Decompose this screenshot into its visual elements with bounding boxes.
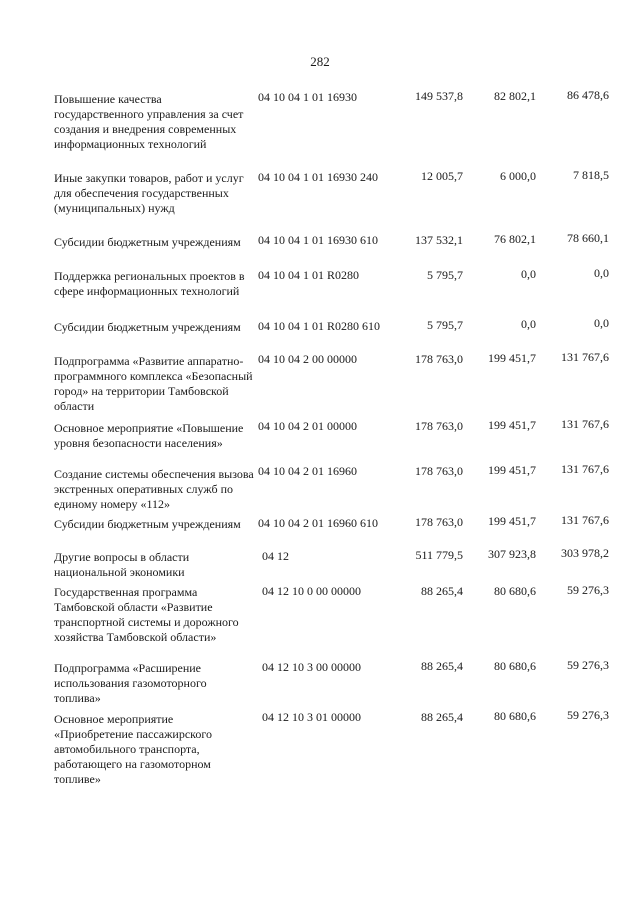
row-value-1: 88 265,4 (421, 584, 463, 598)
row-code: 04 12 10 3 00 00000 (262, 660, 361, 674)
row-value-1: 88 265,4 (421, 659, 463, 673)
row-value-2: 76 802,1 (494, 232, 536, 246)
row-name: Подпрограмма «Развитие аппаратно-программного комплекса «Безопасный город» на территории Тамбовской области (54, 354, 253, 413)
row-name: Субсидии бюджетным учреждениям (54, 517, 241, 531)
row-value-3: 59 276,3 (567, 658, 609, 672)
row-name: Государственная программа Тамбовской области «Развитие транспортной системы и дорожного хозяйства Тамбовской области» (54, 585, 239, 644)
row-value-1: 137 532,1 (415, 233, 463, 247)
row-value-1: 511 779,5 (415, 548, 463, 562)
row-code: 04 10 04 1 01 16930 (258, 90, 357, 104)
row-value-1: 178 763,0 (415, 352, 463, 366)
row-name: Подпрограмма «Расширение использования газомоторного топлива» (54, 661, 207, 705)
row-value-3: 131 767,6 (561, 513, 609, 527)
row-value-2: 0,0 (521, 317, 536, 331)
row-code: 04 12 10 0 00 00000 (262, 584, 361, 598)
row-name: Другие вопросы в области национальной экономики (54, 550, 190, 579)
row-value-3: 78 660,1 (567, 231, 609, 245)
row-value-3: 59 276,3 (567, 708, 609, 722)
row-value-3: 0,0 (594, 266, 609, 280)
row-value-3: 131 767,6 (561, 462, 609, 476)
row-value-2: 80 680,6 (494, 709, 536, 723)
row-name: Поддержка региональных проектов в сфере информационных технологий (54, 269, 245, 298)
row-code: 04 10 04 1 01 16930 610 (258, 233, 378, 247)
row-code: 04 10 04 2 01 16960 610 (258, 516, 378, 530)
row-code: 04 10 04 2 00 00000 (258, 352, 357, 366)
row-value-1: 5 795,7 (427, 268, 463, 282)
row-name: Создание системы обеспечения вызова экстренных оперативных служб по единому номеру «112» (54, 467, 254, 511)
row-value-3: 59 276,3 (567, 583, 609, 597)
row-value-1: 149 537,8 (415, 89, 463, 103)
row-value-1: 12 005,7 (421, 169, 463, 183)
row-value-3: 86 478,6 (567, 88, 609, 102)
row-value-1: 178 763,0 (415, 464, 463, 478)
row-name: Основное мероприятие «Повышение уровня безопасности населения» (54, 421, 244, 450)
row-code: 04 10 04 1 01 R0280 610 (258, 319, 381, 333)
row-value-2: 6 000,0 (500, 169, 536, 183)
row-value-1: 178 763,0 (415, 419, 463, 433)
row-code: 04 10 04 2 01 00000 (258, 419, 357, 433)
row-name: Иные закупки товаров, работ и услуг для обеспечения государственных (муниципальных) нужд (54, 171, 244, 215)
row-value-1: 88 265,4 (421, 710, 463, 724)
row-value-3: 7 818,5 (573, 168, 609, 182)
row-value-2: 199 451,7 (488, 351, 536, 365)
row-name: Повышение качества государственного управления за счет создания и внедрения современных информационных технологий (54, 92, 244, 151)
row-code: 04 10 04 1 01 R0280 (258, 268, 360, 282)
row-code: 04 10 04 1 01 16930 240 (258, 170, 378, 184)
page-number: 282 (310, 54, 330, 69)
row-value-2: 199 451,7 (488, 463, 536, 477)
row-value-3: 303 978,2 (561, 546, 609, 560)
row-value-2: 82 802,1 (494, 89, 536, 103)
row-value-2: 199 451,7 (488, 418, 536, 432)
row-value-3: 131 767,6 (561, 350, 609, 364)
row-value-1: 5 795,7 (427, 318, 463, 332)
row-value-1: 178 763,0 (415, 515, 463, 529)
row-name: Субсидии бюджетным учреждениям (54, 235, 241, 249)
row-code: 04 10 04 2 01 16960 (258, 464, 357, 478)
row-value-2: 0,0 (521, 267, 536, 281)
row-code: 04 12 10 3 01 00000 (262, 710, 361, 724)
row-name: Основное мероприятие «Приобретение пассажирского автомобильного транспорта, работающего на газомоторном топливе» (54, 712, 213, 786)
row-value-3: 0,0 (594, 316, 609, 330)
row-value-2: 199 451,7 (488, 514, 536, 528)
row-name: Субсидии бюджетным учреждениям (54, 320, 241, 334)
row-value-3: 131 767,6 (561, 417, 609, 431)
row-value-2: 80 680,6 (494, 584, 536, 598)
row-value-2: 80 680,6 (494, 659, 536, 673)
row-code: 04 12 (262, 549, 289, 563)
row-value-2: 307 923,8 (488, 547, 536, 561)
